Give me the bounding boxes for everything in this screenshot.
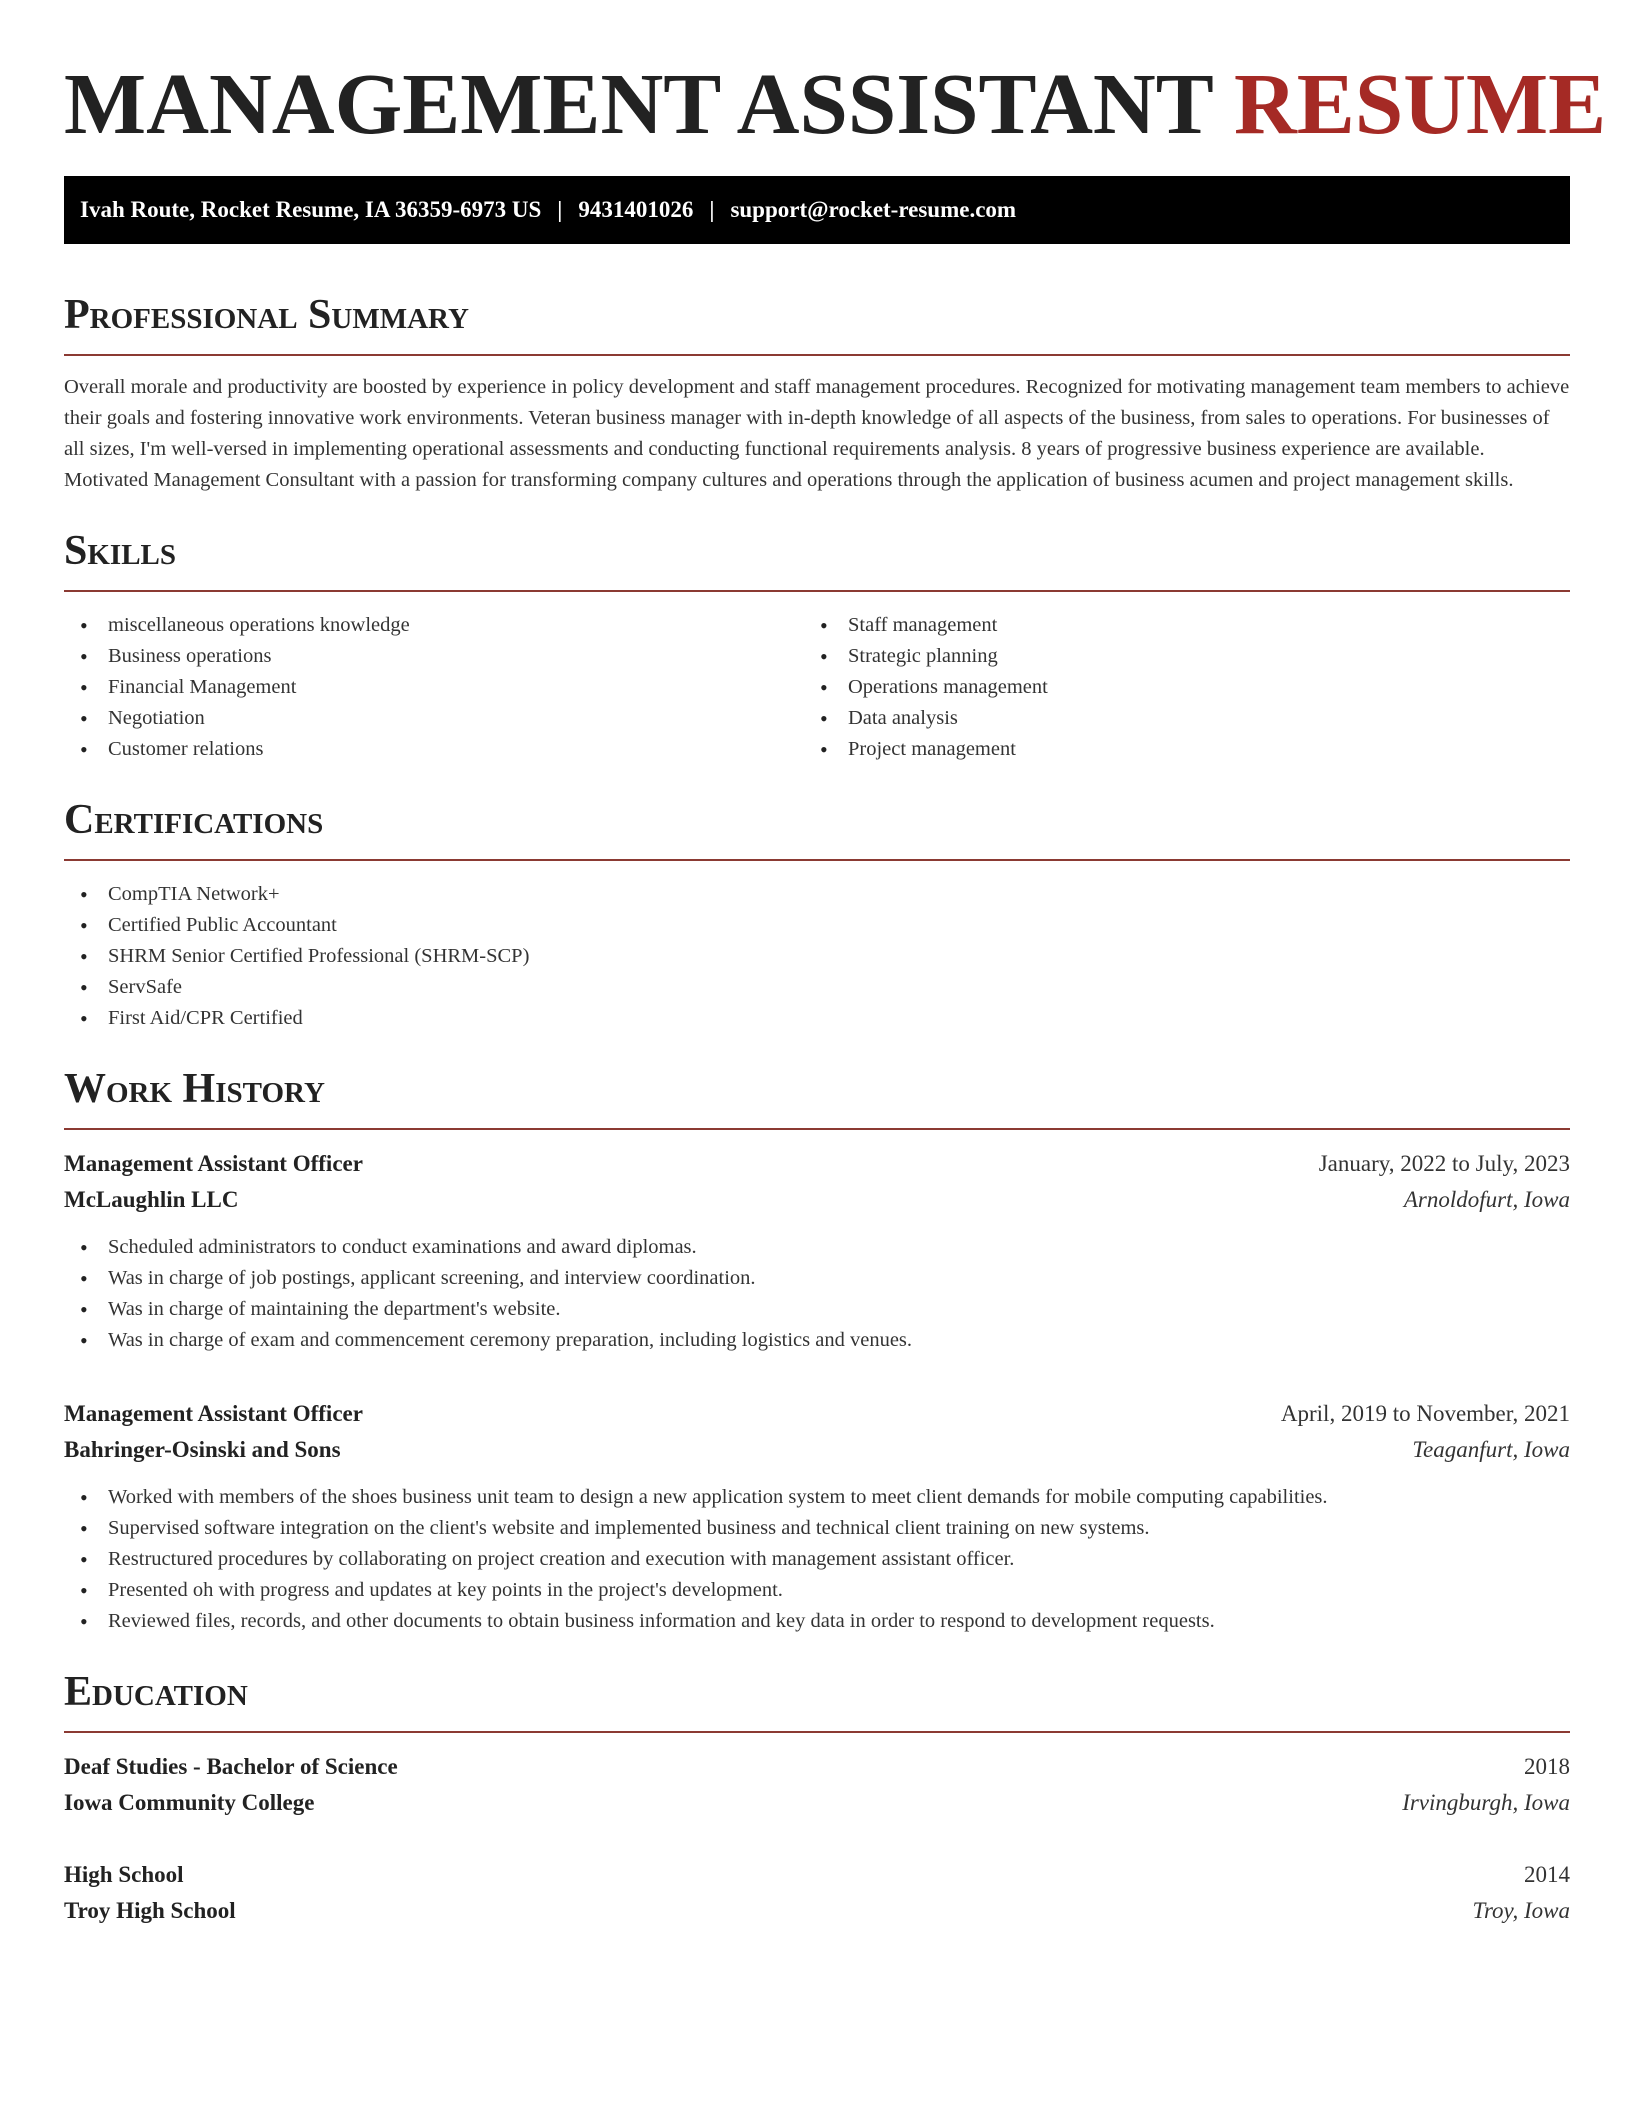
job-duty: • Worked with members of the shoes business unit team to design a new application system to meet client demands for mobile computing capabilities. — [64, 1482, 1570, 1513]
skill-item: • Project management — [804, 734, 1544, 765]
contact-separator: | — [709, 197, 715, 222]
job-company-row — [64, 1182, 1570, 1218]
section-divider — [64, 1731, 1570, 1733]
certification-item: • ServSafe — [64, 972, 1570, 1003]
education-location: Irvingburgh, Iowa — [1402, 1790, 1570, 1815]
section-divider — [64, 590, 1570, 592]
contact-email: support@rocket-resume.com — [730, 197, 1017, 222]
job-duty: • Restructured procedures by collaborating on project creation and execution with management assistant officer. — [64, 1544, 1570, 1575]
job-company: McLaughlin LLC — [64, 1187, 239, 1212]
skills-column-left — [64, 610, 804, 765]
education-degree: Deaf Studies - Bachelor of Science — [64, 1754, 398, 1779]
job-duty: • Reviewed files, records, and other documents to obtain business information and key data in order to respond to development requests. — [64, 1606, 1570, 1637]
skills-list — [64, 610, 1570, 765]
education-school: Troy High School — [64, 1898, 236, 1923]
education-heading: Education — [64, 1669, 248, 1715]
job-location: Teaganfurt, Iowa — [1412, 1437, 1570, 1462]
job-duty: • Was in charge of exam and commencement ceremony preparation, including logistics and venues. — [64, 1325, 1570, 1356]
certifications-list — [64, 879, 1570, 1034]
skill-item: • Data analysis — [804, 703, 1544, 734]
education-header-row — [64, 1749, 1570, 1785]
certification-item: • SHRM Senior Certified Professional (SHRM-SCP) — [64, 941, 1570, 972]
skill-item: • Customer relations — [64, 734, 804, 765]
job-entry — [64, 1146, 1570, 1356]
section-divider — [64, 1128, 1570, 1130]
job-title: Management Assistant Officer — [64, 1151, 363, 1176]
job-title: Management Assistant Officer — [64, 1401, 363, 1426]
section-divider — [64, 354, 1570, 356]
work-history-heading: Work History — [64, 1066, 325, 1112]
skills-column-right — [804, 610, 1544, 765]
summary-heading: Professional Summary — [64, 292, 469, 338]
certification-item: • CompTIA Network+ — [64, 879, 1570, 910]
job-duties — [64, 1482, 1570, 1637]
education-year: 2018 — [1524, 1754, 1570, 1779]
resume-title — [64, 48, 1607, 160]
skill-item: • Financial Management — [64, 672, 804, 703]
contact-phone: 9431401026 — [578, 197, 694, 222]
section-divider — [64, 859, 1570, 861]
certification-item: • First Aid/CPR Certified — [64, 1003, 1570, 1034]
education-location: Troy, Iowa — [1472, 1898, 1570, 1923]
job-company-row — [64, 1432, 1570, 1468]
education-year: 2014 — [1524, 1862, 1570, 1887]
education-entry — [64, 1857, 1570, 1929]
job-dates: January, 2022 to July, 2023 — [1318, 1151, 1570, 1176]
job-header-row — [64, 1396, 1570, 1432]
job-entry — [64, 1396, 1570, 1637]
education-degree: High School — [64, 1862, 184, 1887]
job-header-row — [64, 1146, 1570, 1182]
skills-heading: Skills — [64, 528, 177, 574]
job-company: Bahringer-Osinski and Sons — [64, 1437, 341, 1462]
job-dates: April, 2019 to November, 2021 — [1280, 1401, 1570, 1426]
skill-item: • Business operations — [64, 641, 804, 672]
job-duty: • Supervised software integration on the client's website and implemented business and technical client training on new systems. — [64, 1513, 1570, 1544]
certification-item: • Certified Public Accountant — [64, 910, 1570, 941]
contact-separator: | — [557, 197, 563, 222]
job-duty: • Presented oh with progress and updates at key points in the project's development. — [64, 1575, 1570, 1606]
job-duty: • Scheduled administrators to conduct examinations and award diplomas. — [64, 1232, 1570, 1263]
education-header-row — [64, 1857, 1570, 1893]
contact-address: Ivah Route, Rocket Resume, IA 36359-6973 US — [80, 197, 542, 222]
contact-bar — [64, 176, 1570, 244]
summary-text: Overall morale and productivity are boosted by experience in policy development and staff management procedures. Recognized for motivating management team members to achieve their goals and fostering innovative work environments. Veteran business manager with in-depth knowledge of all aspects of the business, from sales to operations. For businesses of all sizes, I'm well-versed in implementing operational assessments and conducting functional requirements analysis. 8 years of progressive business experience are available. Motivated Management Consultant with a passion for transforming company cultures and operations through the application of business acumen and project management skills. — [64, 376, 1570, 491]
title-main: MANAGEMENT ASSISTANT — [64, 55, 1213, 152]
education-entry — [64, 1749, 1570, 1821]
certifications-heading: Certifications — [64, 797, 324, 843]
job-duties — [64, 1232, 1570, 1356]
skill-item: • Staff management — [804, 610, 1544, 641]
skill-item: • Negotiation — [64, 703, 804, 734]
title-accent: RESUME — [1233, 55, 1607, 152]
education-school-row — [64, 1893, 1570, 1929]
job-duty: • Was in charge of job postings, applicant screening, and interview coordination. — [64, 1263, 1570, 1294]
job-duty: • Was in charge of maintaining the department's website. — [64, 1294, 1570, 1325]
job-location: Arnoldofurt, Iowa — [1403, 1187, 1570, 1212]
education-school-row — [64, 1785, 1570, 1821]
resume-page — [64, 0, 1607, 1929]
skill-item: • Operations management — [804, 672, 1544, 703]
skill-item: • Strategic planning — [804, 641, 1544, 672]
skill-item: • miscellaneous operations knowledge — [64, 610, 804, 641]
education-school: Iowa Community College — [64, 1790, 315, 1815]
